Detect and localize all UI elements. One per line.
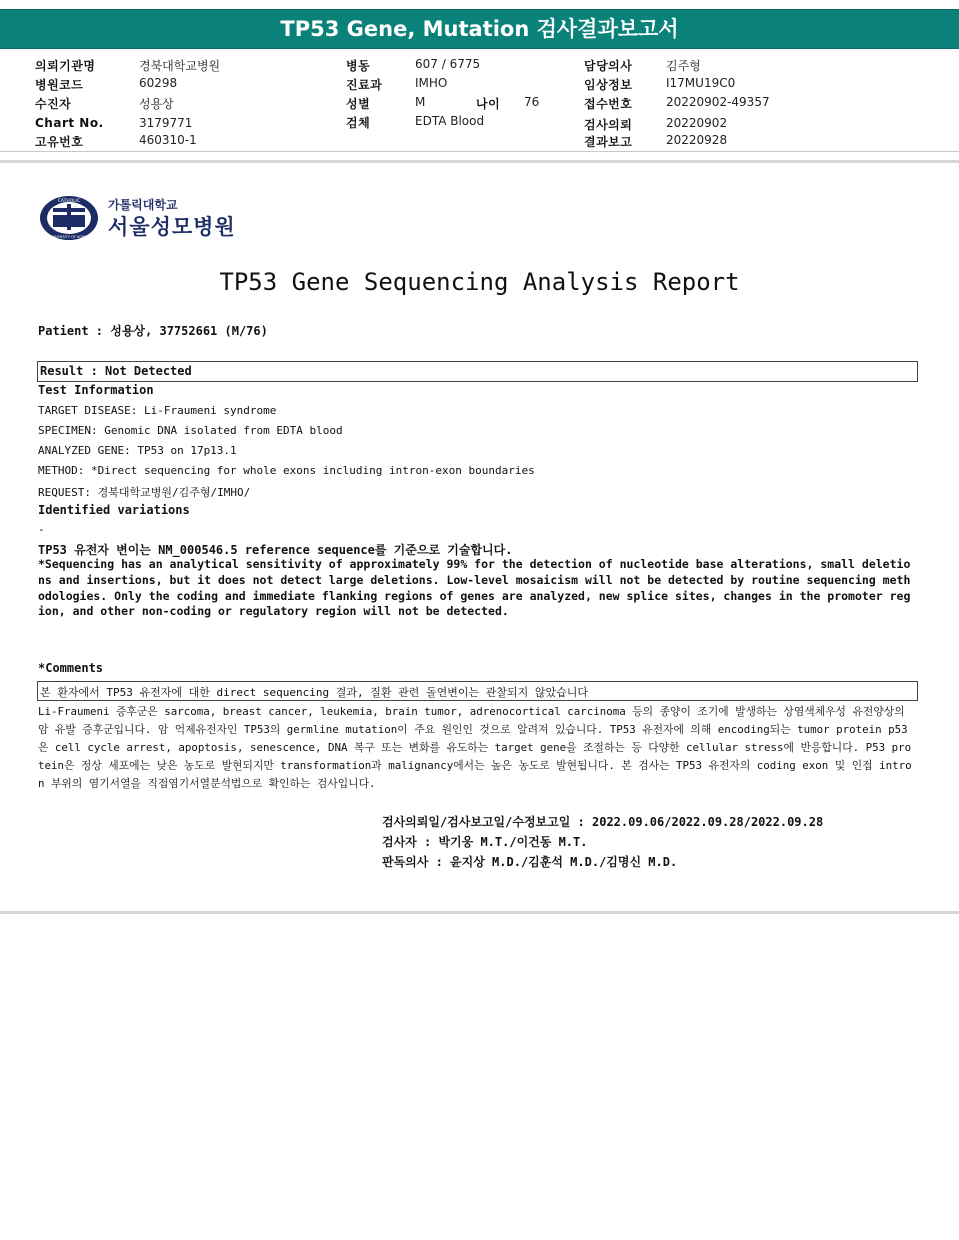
value-unique-id: 460310-1 — [139, 133, 197, 147]
comment-body: Li-Fraumeni 증후군은 sarcoma, breast cancer, leukemia, brain tumor, adrenocortical carcinoma 등의 종양이 조기에 발생하는 상염색체우성 유전양상의 암 유발 증후군입니다. 암 억제유전자인 TP53의 germline mutation이 주요 원인인 것으로 알려져 있습니다. TP53 유전자에 의해 encoding되는 tumor protein p53은 cell cycle arrest, apoptosis, senescence, DNA 복구 또는 변화를 유도하는 target gene을 조절하는 등 다양한 cellular stress에 반응합니다. P53 protein은 정상 세포에는 낮은 농도로 발현되지만 transformation과 malignancy에서는 높은 농도로 발현됩니다. 본 검사는 TP53 유전자의 coding exon 및 인접 intron 부위의 염기서열을 직접염기서열분석법으로 확인하는 검사입니다. — [38, 705, 912, 790]
reference-note: TP53 유전자 변이는 NM_000546.5 reference sequence를 기준으로 기술합니다. — [38, 543, 513, 557]
value-clinical-info: I17MU19C0 — [666, 76, 736, 90]
identified-variations-value: - — [38, 523, 45, 536]
label-chart-no: Chart No. — [35, 116, 104, 130]
label-attending-doctor: 담당의사 — [584, 59, 633, 73]
logo-hospital-name: 서울성모병원 — [108, 215, 236, 239]
logo-university-name: 가톨릭대학교 — [108, 198, 178, 212]
label-clinical-info: 임상정보 — [584, 78, 633, 92]
label-test-request: 검사의뢰 — [584, 118, 633, 132]
value-chart-no: 3179771 — [139, 116, 193, 130]
tester-line: 검사자 : 박기웅 M.T./이건동 M.T. — [382, 835, 588, 849]
reader-line: 판독의사 : 윤지상 M.D./김훈석 M.D./김명신 M.D. — [382, 855, 678, 869]
label-unique-id: 고유번호 — [35, 135, 84, 149]
comment-summary-text: 본 환자에서 TP53 유전자에 대한 direct sequencing 결과, 질환 관련 돌연변이는 관찰되지 않았습니다 — [40, 686, 588, 699]
method-line: METHOD: *Direct sequencing for whole exons including intron-exon boundaries — [38, 464, 535, 477]
label-sex: 성별 — [346, 97, 371, 111]
value-specimen: EDTA Blood — [415, 114, 485, 128]
value-requesting-institution: 경북대학교병원 — [139, 59, 221, 73]
report-dates: 검사의뢰일/검사보고일/수정보고일 : 2022.09.06/2022.09.28/2022.09.28 — [382, 815, 824, 829]
specimen-line: SPECIMEN: Genomic DNA isolated from EDTA blood — [38, 424, 343, 437]
result-box — [37, 361, 918, 382]
logo-ring-bottom-text: UNIVERSITY OF KOREA — [48, 235, 90, 239]
label-receipt-number: 접수번호 — [584, 97, 633, 111]
comment-summary-box — [37, 681, 918, 701]
label-department: 진료과 — [346, 78, 383, 92]
patient-line: Patient : 성용상, 37752661 (M/76) — [38, 324, 268, 338]
section-divider — [0, 160, 959, 163]
label-result-report: 결과보고 — [584, 135, 633, 149]
footer-divider — [0, 911, 959, 914]
report-header-title: TP53 Gene, Mutation 검사결과보고서 — [0, 9, 959, 49]
label-hospital-code: 병원코드 — [35, 78, 84, 92]
request-line: REQUEST: 경북대학교병원/김주형/IMHO/ — [38, 486, 251, 499]
target-disease: TARGET DISEASE: Li-Fraumeni syndrome — [38, 404, 277, 417]
label-ward: 병동 — [346, 59, 371, 73]
header-divider — [0, 151, 959, 152]
value-receipt-number: 20220902-49357 — [666, 95, 770, 109]
label-age: 나이 — [476, 97, 501, 111]
hospital-emblem-icon — [38, 194, 100, 242]
logo-ring-top-text: CATHOLIC — [57, 199, 81, 204]
value-result-report: 20220928 — [666, 133, 728, 147]
identified-variations-heading: Identified variations — [38, 503, 190, 517]
value-ward: 607 / 6775 — [415, 57, 481, 71]
value-department: IMHO — [415, 76, 448, 90]
result-text: Result : Not Detected — [40, 364, 192, 378]
analyzed-gene: ANALYZED GENE: TP53 on 17p13.1 — [38, 444, 237, 457]
test-info-heading: Test Information — [38, 383, 154, 397]
label-requesting-institution: 의뢰기관명 — [35, 59, 96, 73]
sensitivity-note: *Sequencing has an analytical sensitivity of approximately 99% for the detection of nucleotide base alterations, small deletions and insertions, but it does not detect large deletions. Low-level mosaicism will not be detected by routine sequencing methodologies. Only the coding and immediate flanking regions of genes are analyzed, new splice sites, changes in the promoter region, and other non-coding or regulatory region will not be detected. — [38, 557, 911, 619]
value-test-request: 20220902 — [666, 116, 728, 130]
report-title: TP53 Gene Sequencing Analysis Report — [219, 268, 740, 296]
value-hospital-code: 60298 — [139, 76, 178, 90]
value-sex: M — [415, 95, 426, 109]
comments-heading: *Comments — [38, 661, 104, 675]
hospital-logo — [38, 194, 238, 242]
value-age: 76 — [524, 95, 540, 109]
label-patient-name: 수진자 — [35, 97, 72, 111]
value-attending-doctor: 김주형 — [666, 59, 701, 73]
value-patient-name: 성용상 — [139, 97, 174, 111]
label-specimen: 검체 — [346, 116, 371, 130]
